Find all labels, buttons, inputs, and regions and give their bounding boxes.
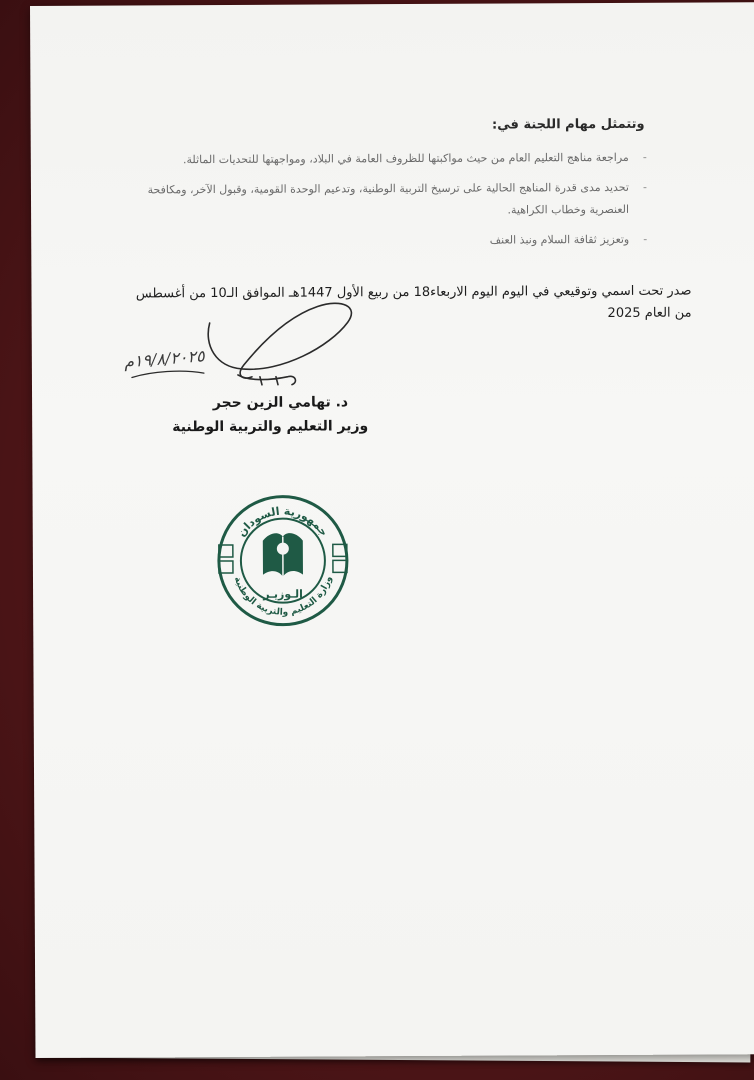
bullet-dash-icon: - xyxy=(642,180,647,194)
tasks-heading: وتتمثل مهام اللجنة في: xyxy=(491,116,645,133)
document-page xyxy=(30,2,754,1058)
handwritten-date: ١٩/٨/٢٠٢٥م xyxy=(123,346,206,372)
task-text: وتعزيز ثقافة السلام ونبذ العنف xyxy=(489,232,630,247)
task-item xyxy=(147,147,647,172)
seal-top-text: جمهورية السودان xyxy=(234,504,331,540)
task-text: تحديد مدى قدرة المناهج الحالية على ترسيخ التربية الوطنية، وتدعيم الوحدة القومية، وقبول الآخر، ومكافحة العنصرية وخطاب الكراهية. xyxy=(147,180,630,217)
official-seal xyxy=(215,492,352,629)
handwritten-signature xyxy=(91,284,372,395)
signer-title: وزير التعليم والتربية الوطنية xyxy=(172,418,369,436)
task-item xyxy=(147,229,647,254)
task-item xyxy=(147,177,647,224)
signer-name: د. تهامي الزين حجر xyxy=(212,394,349,412)
seal-emblem-icon xyxy=(215,492,352,629)
bullet-dash-icon: - xyxy=(643,232,648,246)
seal-center-text: الـوزيـر xyxy=(263,587,303,601)
task-text: مراجعة مناهج التعليم العام من حيث مواكبتها للظروف العامة في البلاد، ومواجهتها للتحديات الماثلة. xyxy=(182,150,629,167)
seal-bottom-text: وزارة التعليم والتربية الوطنية xyxy=(231,575,335,618)
bullet-dash-icon: - xyxy=(642,150,647,164)
issued-statement: صدر تحت اسمي وتوقيعي في اليوم اليوم الاربعاء18 من ربيع الأول 1447هـ الموافق الـ10 من أغسطس من العام 2025 xyxy=(135,283,692,321)
tasks-list xyxy=(147,147,648,262)
